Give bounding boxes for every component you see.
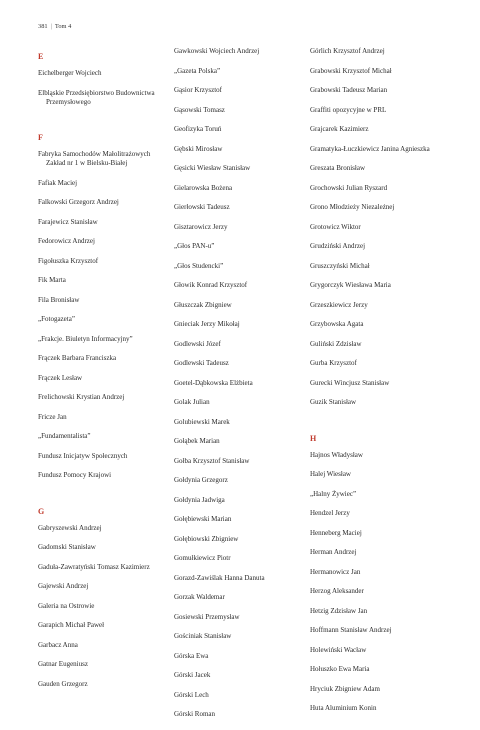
index-entry: „Głos PAN-u”	[174, 242, 215, 250]
index-entry: Górska Ewa	[174, 651, 209, 660]
index-entry: Hajnos Władysław	[310, 450, 363, 459]
index-entry: Gosiewski Przemysław	[174, 612, 240, 621]
section-letter: F	[38, 133, 43, 142]
index-entry: Golubiewski Marek	[174, 417, 230, 426]
index-entry: Huta Aluminium Konin	[310, 704, 377, 712]
index-entry: Gawkowski Wojciech Andrzej	[174, 47, 260, 55]
index-entry: Gołąbek Marian	[174, 437, 220, 445]
index-entry: Gęsicki Wiesław Stanisław	[174, 164, 251, 172]
index-entry: Gauden Grzegorz	[38, 679, 88, 688]
index-entry: Gaduła-Zawratyński Tomasz Kazimierz	[38, 562, 150, 571]
index-column-3	[310, 47, 448, 724]
index-entry: Eichelberger Wojciech	[38, 69, 102, 77]
index-entry: Gąsowski Tomasz	[174, 105, 225, 114]
index-entry: Hołuszko Ewa Maria	[310, 665, 370, 673]
index-entry: Golak Julian	[174, 398, 210, 406]
page-number: 381	[38, 23, 48, 30]
index-entry: Górski Lech	[174, 690, 209, 699]
index-entry: Guliński Zdzisław	[310, 339, 362, 348]
index-entry: Godlewski Józef	[174, 339, 221, 348]
index-entry: Fabryka Samochodów Małolitrażowych Zakład nr 1 w Bielsku-Białej	[38, 150, 151, 167]
index-entry: Grzeszkiewicz Jerzy	[310, 300, 368, 309]
index-entry: Grotowicz Wiktor	[310, 222, 361, 231]
index-columns	[38, 47, 458, 718]
index-entry: Frączek Lesław	[38, 373, 83, 382]
index-entry: Greszata Bronisław	[310, 164, 366, 172]
index-entry: Gomułkiewicz Piotr	[174, 554, 231, 562]
index-entry: Frączek Barbara Franciszka	[38, 354, 117, 362]
index-entry: Gorazd-Zawiślak Hanna Danuta	[174, 573, 265, 582]
index-entry: Gatnar Eugeniusz	[38, 660, 88, 668]
index-entry: Gołdynia Jadwiga	[174, 495, 225, 504]
section-letter: H	[310, 433, 317, 443]
index-entry: Gołębiewski Marian	[174, 515, 232, 523]
index-entry: Hoffmann Stanisław Andrzej	[310, 626, 392, 634]
index-entry: Halej Wiesław	[310, 470, 351, 478]
header-separator: |	[50, 23, 52, 30]
index-entry: Gębski Mirosław	[174, 144, 223, 153]
index-entry: Gorzak Waldemar	[174, 593, 225, 601]
index-entry: Gnieciak Jerzy Mikołaj	[174, 320, 240, 328]
index-entry: Hryciuk Zbigniew Adam	[310, 684, 380, 693]
index-entry: „Gazeta Polska”	[174, 66, 221, 75]
index-entry: Grabowski Krzysztof Michał	[310, 66, 392, 75]
index-entry: Górski Jacek	[174, 671, 211, 679]
index-entry: Henneberg Maciej	[310, 528, 362, 537]
index-entry: Gabryszewski Andrzej	[38, 523, 102, 532]
index-entry: Gajewski Andrzej	[38, 582, 89, 590]
page-header	[38, 23, 71, 30]
section-letter: G	[38, 506, 45, 516]
index-entry: Fundusz Inicjatyw Społecznych	[38, 451, 128, 460]
index-entry: Frelichowski Krystian Andrzej	[38, 393, 125, 401]
index-entry: Fundusz Pomocy Krajowi	[38, 471, 112, 479]
volume-label: Tom 4	[54, 23, 72, 30]
index-entry: „Głos Studencki”	[174, 261, 224, 270]
index-entry: Herman Andrzej	[310, 548, 357, 556]
section-gap	[38, 491, 166, 501]
index-entry: Graffiti opozycyjne w PRL	[310, 105, 387, 114]
index-entry: Goetel-Dąbkowska Elżbieta	[174, 378, 253, 387]
index-column-1	[38, 47, 166, 699]
index-entry: Grzybowska Agata	[310, 320, 364, 328]
index-entry: Grochowski Julian Ryszard	[310, 183, 388, 192]
index-entry: Gurecki Wincjusz Stanisław	[310, 378, 390, 387]
index-entry: Elbląskie Przedsiębiorstwo Budownictwa Przemysłowego	[38, 88, 155, 106]
index-entry: Gierłowski Tadeusz	[174, 203, 230, 211]
index-entry: Górski Roman	[174, 710, 216, 718]
index-entry: Hetzig Zdzisław Jan	[310, 606, 368, 615]
index-entry: Fik Marta	[38, 276, 66, 284]
index-entry: Garbacz Anna	[38, 640, 78, 649]
index-entry: Fedorowicz Andrzej	[38, 237, 95, 245]
index-entry: Gielarowska Bożena	[174, 183, 233, 192]
index-entry: Grajcarek Kazimierz	[310, 125, 369, 133]
index-entry: Gąsior Krzysztof	[174, 86, 223, 94]
index-entry: Gołdynia Grzegorz	[174, 476, 228, 484]
index-entry: Grudziński Andrzej	[310, 242, 366, 250]
index-entry: Gołębiowski Zbigniew	[174, 534, 239, 543]
index-entry: Grygorczyk Wiesława Maria	[310, 281, 391, 289]
index-entry: Geofizyka Toruń	[174, 125, 222, 133]
index-entry: Głowik Konrad Krzysztof	[174, 281, 248, 289]
index-entry: „Fundamentalista”	[38, 432, 91, 440]
index-entry: Fila Bronisław	[38, 295, 80, 304]
index-entry: Gurba Krzysztof	[310, 359, 357, 367]
index-entry: Gruszczyński Michał	[310, 261, 370, 270]
index-entry: Falkowski Grzegorz Andrzej	[38, 198, 119, 206]
index-entry: Grono Młodzieży Niezależnej	[310, 203, 395, 211]
index-entry: Fricze Jan	[38, 412, 67, 421]
index-entry: Figołuszka Krzysztof	[38, 256, 99, 265]
index-entry: Garapich Michał Paweł	[38, 621, 105, 629]
index-entry: Głuszczak Zbigniew	[174, 300, 232, 309]
index-entry: Gołba Krzysztof Stanisław	[174, 456, 250, 465]
index-entry: Gramatyka-Łuczkiewicz Janina Agnieszka	[310, 144, 430, 153]
index-entry: Gościniak Stanisław	[174, 632, 232, 640]
index-entry: Galeria na Ostrowie	[38, 601, 95, 610]
index-entry: Hermanowicz Jan	[310, 567, 361, 576]
index-entry: Gadomski Stanisław	[38, 543, 96, 551]
section-letter: E	[38, 52, 44, 61]
index-entry: Guzik Stanisław	[310, 398, 357, 406]
index-entry: Grabowski Tadeusz Marian	[310, 86, 388, 94]
section-gap	[38, 117, 166, 127]
section-gap	[310, 418, 448, 428]
index-entry: Hendzel Jerzy	[310, 509, 350, 517]
index-entry: Godlewski Tadeusz	[174, 359, 229, 367]
index-entry: Górlich Krzysztof Andrzej	[310, 47, 385, 55]
index-entry: „Frakcje. Biuletyn Informacyjny”	[38, 334, 133, 343]
index-entry: Farajewicz Stanisław	[38, 217, 98, 226]
index-entry: Fafiak Maciej	[38, 178, 78, 187]
index-entry: Gisztarowicz Jerzy	[174, 222, 228, 231]
index-entry: „Halny Żywiec”	[310, 489, 357, 498]
index-entry: Herzog Aleksander	[310, 587, 364, 595]
index-column-2	[174, 47, 302, 730]
index-entry: „Fotogazeta”	[38, 315, 75, 323]
index-entry: Holewiński Wacław	[310, 645, 367, 654]
